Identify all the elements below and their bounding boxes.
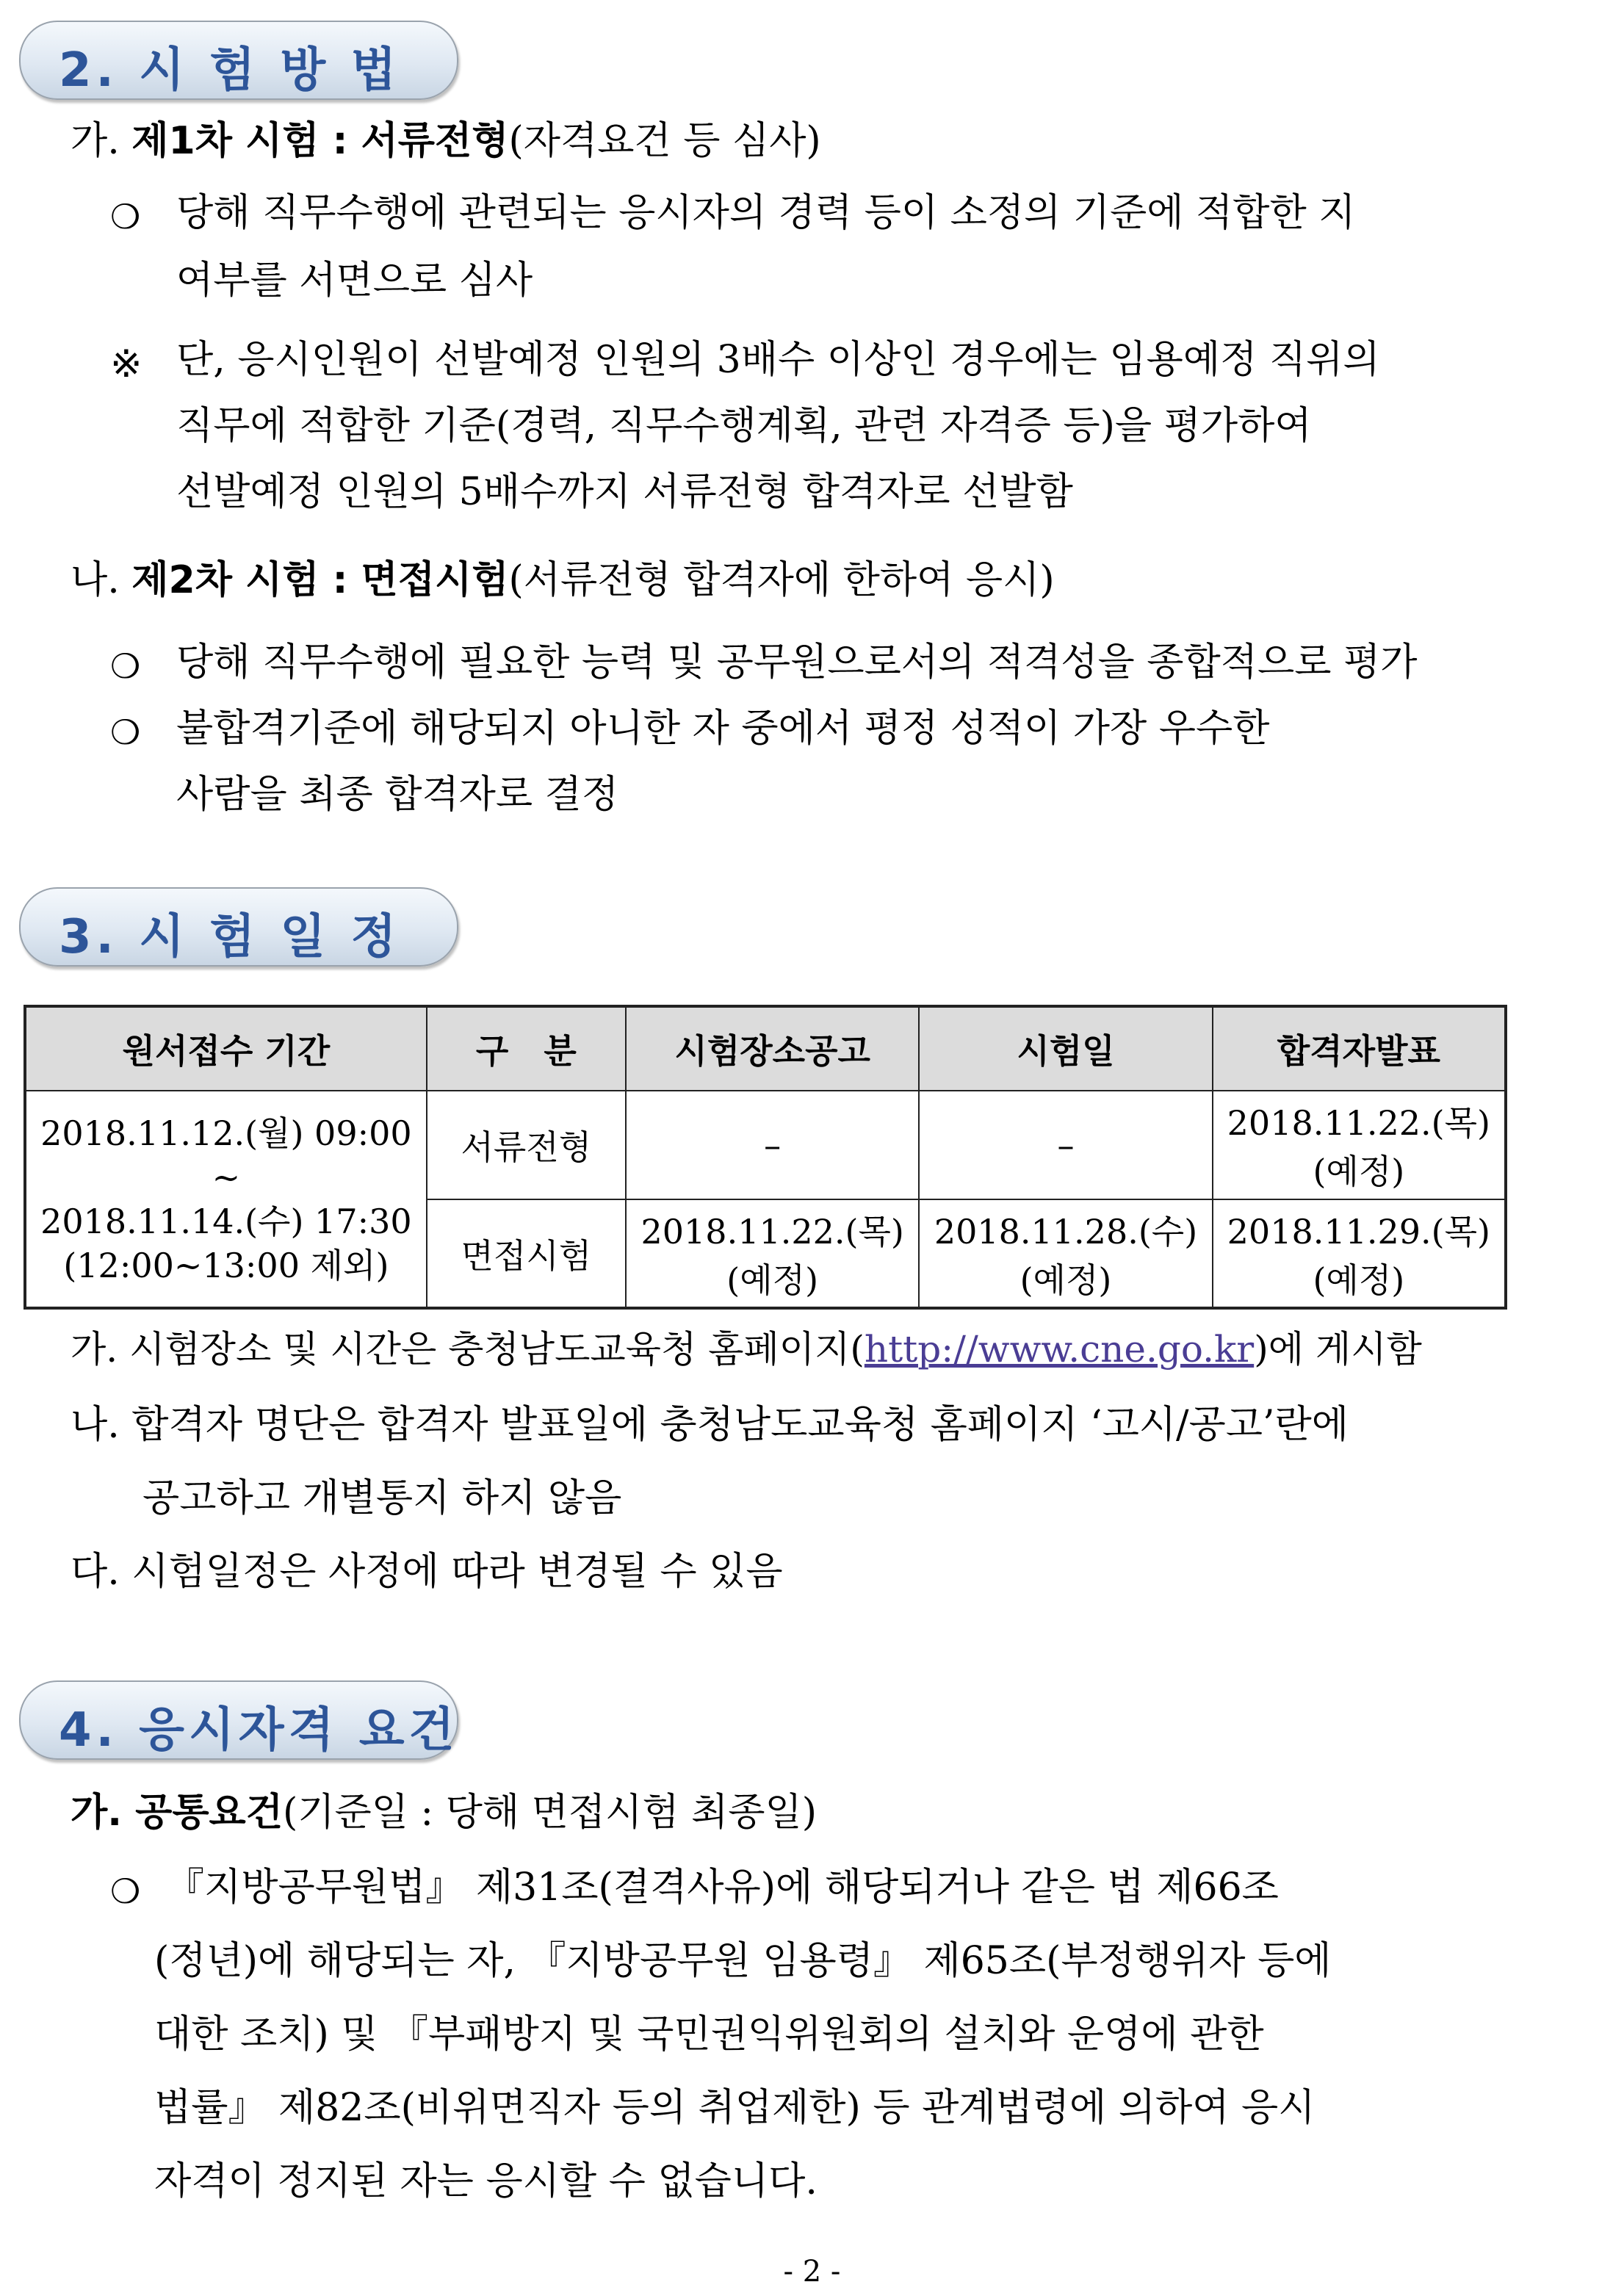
result-date: 2018.11.22.(목) bbox=[1227, 1103, 1490, 1143]
table-header: 합격자발표 bbox=[1213, 1006, 1506, 1091]
venue-notice-cell bbox=[626, 1199, 919, 1308]
notice-date: 2018.11.22.(목) bbox=[640, 1211, 904, 1252]
s2-note-line1: 단, 응시인원이 선발예정 인원의 3배수 이상인 경우에는 임용예정 직위의 bbox=[176, 338, 1380, 382]
s3-item-c: 다. 시험일정은 사정에 따라 변경될 수 있음 bbox=[71, 1550, 783, 1594]
s2-item-a-prefix: 가. bbox=[71, 119, 132, 163]
bullet-icon: ❍ bbox=[110, 646, 141, 686]
result-date-cell bbox=[1213, 1091, 1506, 1199]
s3-item-b-line2: 공고하고 개별통지 하지 않음 bbox=[142, 1476, 622, 1520]
page-number: - 2 - bbox=[783, 2255, 841, 2289]
s4-bullet-line4: 법률』 제82조(비위면직자 등의 취업제한) 등 관계법령에 의하여 응시 bbox=[154, 2086, 1316, 2130]
table-header: 원서접수 기간 bbox=[25, 1006, 427, 1091]
table-header: 시험일 bbox=[919, 1006, 1212, 1091]
table-header: 시험장소공고 bbox=[626, 1006, 919, 1091]
table-header-row bbox=[25, 1006, 1506, 1091]
notice-note: (예정) bbox=[726, 1260, 819, 1300]
table-header: 구 분 bbox=[427, 1006, 626, 1091]
section-2-title: 2. 시 험 방 법 bbox=[59, 43, 401, 98]
exam-date-cell: – bbox=[919, 1091, 1212, 1199]
s2-item-b-detail: (서류전형 합격자에 한하여 응시) bbox=[508, 558, 1055, 602]
result-note: (예정) bbox=[1313, 1260, 1405, 1300]
section-4-title: 4. 응시자격 요건 bbox=[59, 1703, 459, 1758]
exam-date-cell bbox=[919, 1199, 1212, 1308]
s2-item-a-detail: (자격요건 등 심사) bbox=[508, 119, 821, 163]
bullet-icon: ❍ bbox=[110, 197, 141, 236]
section-3-badge bbox=[19, 887, 458, 967]
section-2-badge bbox=[19, 21, 458, 100]
s2-b-bullet2-line2: 사람을 최종 합격자로 결정 bbox=[176, 773, 619, 817]
s2-note-line3: 선발예정 인원의 5배수까지 서류전형 합격자로 선발함 bbox=[176, 470, 1073, 514]
s2-item-a bbox=[71, 120, 821, 162]
result-date-cell bbox=[1213, 1199, 1506, 1308]
exam-type-cell: 면접시험 bbox=[427, 1199, 626, 1308]
section-3-title: 3. 시 험 일 정 bbox=[59, 910, 401, 964]
s3-item-b-line1: 나. 합격자 명단은 합격자 발표일에 충청남도교육청 홈페이지 ‘고시/공고’란에 bbox=[71, 1403, 1349, 1447]
s2-item-b-heading: 제2차 시험 : 면접시험 bbox=[131, 558, 509, 602]
bullet-icon: ❍ bbox=[110, 1871, 141, 1911]
s4-item-a bbox=[71, 1792, 817, 1834]
period-separator: ~ bbox=[212, 1157, 241, 1197]
exam-schedule-table bbox=[24, 1005, 1507, 1310]
s2-item-a-heading: 제1차 시험 : 서류전형 bbox=[131, 119, 509, 163]
venue-notice-cell: – bbox=[626, 1091, 919, 1199]
exam-type-cell: 서류전형 bbox=[427, 1091, 626, 1199]
section-4-badge bbox=[19, 1680, 458, 1760]
s3-item-a-text: 가. 시험장소 및 시간은 충청남도교육청 홈페이지( bbox=[71, 1328, 865, 1371]
bullet-icon: ❍ bbox=[110, 712, 141, 752]
exam-date: 2018.11.28.(수) bbox=[934, 1211, 1198, 1252]
table-row bbox=[25, 1091, 1506, 1199]
result-note: (예정) bbox=[1313, 1152, 1405, 1191]
s2-b-bullet2-line1: 불합격기준에 해당되지 아니한 자 중에서 평정 성적이 가장 우수한 bbox=[176, 707, 1270, 751]
s4-bullet-line1: 『지방공무원법』 제31조(결격사유)에 해당되거나 같은 법 제66조 bbox=[166, 1866, 1279, 1910]
result-date: 2018.11.29.(목) bbox=[1227, 1211, 1490, 1252]
s3-item-a bbox=[71, 1329, 1422, 1370]
s2-b-bullet1: 당해 직무수행에 필요한 능력 및 공무원으로서의 적격성을 종합적으로 평가 bbox=[176, 640, 1418, 685]
application-period-cell bbox=[25, 1091, 427, 1308]
s2-item-b-prefix: 나. bbox=[71, 558, 132, 602]
s2-a-bullet1-line1: 당해 직무수행에 관련되는 응시자의 경력 등이 소정의 기준에 적합한 지 bbox=[176, 191, 1356, 235]
s4-bullet-line3: 대한 조치) 및 『부패방지 및 국민권익위원회의 설치와 운영에 관한 bbox=[154, 2012, 1264, 2057]
s4-bullet-line5: 자격이 정지된 자는 응시할 수 없습니다. bbox=[154, 2159, 818, 2203]
s2-a-bullet1-line2: 여부를 서면으로 심사 bbox=[176, 259, 533, 303]
s4-bullet-line2: (정년)에 해당되는 자, 『지방공무원 임용령』 제65조(부정행위자 등에 bbox=[154, 1939, 1332, 1983]
exam-date-note: (예정) bbox=[1019, 1260, 1112, 1300]
s4-item-a-heading: 가. 공통요건 bbox=[71, 1791, 284, 1835]
period-start: 2018.11.12.(월) 09:00 bbox=[40, 1113, 412, 1153]
s2-item-b bbox=[71, 560, 1055, 602]
reference-mark-icon: ※ bbox=[110, 342, 142, 386]
cne-homepage-link[interactable]: http://www.cne.go.kr bbox=[864, 1328, 1255, 1371]
s3-item-a-tail: )에 게시함 bbox=[1254, 1328, 1422, 1371]
s4-item-a-detail: (기준일 : 당해 면접시험 최종일) bbox=[283, 1791, 818, 1835]
period-end: 2018.11.14.(수) 17:30 bbox=[40, 1201, 412, 1241]
s2-note-line2: 직무에 적합한 기준(경력, 직무수행계획, 관련 자격증 등)을 평가하여 bbox=[176, 404, 1312, 448]
period-exclusion: (12:00~13:00 제외) bbox=[63, 1245, 389, 1285]
